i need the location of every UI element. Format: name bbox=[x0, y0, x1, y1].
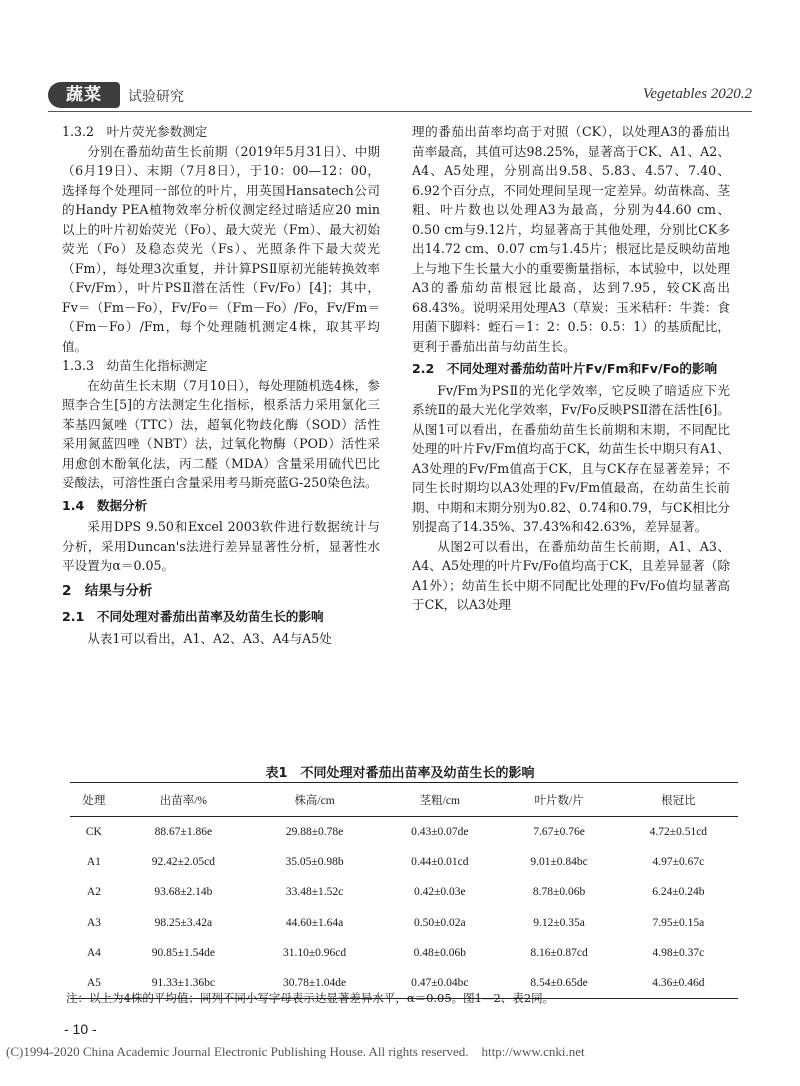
heading-2-2: 2.2 不同处理对番茄幼苗叶片Fv/Fm和Fv/Fo的影响 bbox=[412, 361, 718, 376]
heading-1-3-3: 1.3.3 幼苗生化指标测定 bbox=[62, 358, 208, 373]
table-row bbox=[70, 908, 738, 938]
table-cell: 9.01±0.84bc bbox=[530, 856, 588, 869]
table-title: 表1 不同处理对番茄出苗率及幼苗生长的影响 bbox=[265, 766, 535, 781]
table-cell: A3 bbox=[86, 916, 101, 929]
table-cell: A1 bbox=[86, 856, 101, 869]
right-column bbox=[412, 122, 730, 615]
table-cell: 7.67±0.76e bbox=[533, 825, 585, 838]
table-cell: 44.60±1.64a bbox=[285, 916, 344, 929]
table-cell: 92.42±2.05cd bbox=[151, 856, 215, 869]
journal-logo: 蔬菜 bbox=[48, 82, 120, 108]
heading-1-4: 1.4 数据分析 bbox=[62, 497, 148, 513]
table-cell: 30.78±1.04de bbox=[282, 977, 347, 990]
table-cell: 0.47±0.04bc bbox=[411, 977, 469, 990]
column-header: 根冠比 bbox=[661, 794, 696, 807]
column-header: 茎粗/cm bbox=[419, 794, 460, 807]
table-cell: 0.48±0.06b bbox=[413, 947, 466, 960]
heading-1-3-2: 1.3.2 叶片荧光参数测定 bbox=[62, 124, 208, 139]
paragraph: 在幼苗生长末期（7月10日），每处理随机选4株，参照李合生[5]的方法测定生化指标，根系活力采用氯化三苯基四氮唑（TTC）法，超氧化物歧化酶（SOD）活性采用氮蓝四唑（NBT）法，过氧化物酶（POD）活性采用愈创木酚氧化法，丙二醛（MDA）含量采用硫代巴比妥酸法，可溶性蛋白含量采用考马斯亮蓝G-250染色法。 bbox=[62, 377, 380, 490]
page-header bbox=[48, 80, 752, 112]
table-cell: 0.44±0.01cd bbox=[411, 856, 469, 869]
table-cell: 90.85±1.54de bbox=[151, 947, 215, 960]
table-cell: 4.36±0.46d bbox=[652, 977, 705, 990]
column-header: 株高/cm bbox=[294, 794, 335, 807]
table-cell: 4.97±0.67c bbox=[652, 856, 705, 869]
results-table bbox=[70, 782, 738, 999]
table-cell: 33.48±1.52c bbox=[285, 886, 344, 899]
table-row bbox=[70, 877, 738, 907]
table-cell: 98.25±3.42a bbox=[154, 916, 213, 929]
table-cell: 31.10±0.96cd bbox=[282, 947, 347, 960]
table-cell: A5 bbox=[86, 977, 101, 990]
header-rule bbox=[48, 111, 752, 112]
column-header: 处理 bbox=[82, 794, 106, 807]
table-cell: 91.33±1.36bc bbox=[151, 977, 215, 990]
table-row bbox=[70, 817, 738, 847]
table-cell: 88.67±1.86e bbox=[154, 825, 213, 838]
page-number: - 10 - bbox=[64, 1021, 97, 1037]
paragraph: 从图2可以看出，在番茄幼苗生长前期，A1、A3、A4、A5处理的叶片Fv/Fo值均高于CK，且差异显著（除A1外）；幼苗生长中期不同配比处理的Fv/Fo值均显著高于CK，以A3处理 bbox=[412, 538, 730, 612]
table-cell: 8.16±0.87cd bbox=[530, 947, 588, 960]
table-cell: 0.42±0.03e bbox=[413, 886, 466, 899]
table-cell: 93.68±2.14b bbox=[154, 886, 213, 899]
table-cell: 8.54±0.65de bbox=[530, 977, 588, 990]
table-cell: 35.05±0.98b bbox=[285, 856, 344, 869]
table-cell: 0.43±0.07de bbox=[411, 825, 469, 838]
section-label: 试验研究 bbox=[128, 89, 184, 105]
paragraph: 从表1可以看出，A1、A2、A3、A4与A5处 bbox=[87, 630, 332, 646]
table-cell: 6.24±0.24b bbox=[652, 886, 705, 899]
table-row bbox=[70, 938, 738, 968]
table-cell: 8.78±0.06b bbox=[532, 886, 586, 899]
table-cell: 4.98±0.37c bbox=[652, 947, 705, 960]
table-cell: 0.50±0.02a bbox=[413, 916, 466, 929]
table-header-row bbox=[70, 783, 738, 817]
table-note: 注：以上为4株的平均值；同列不同小写字母表示达显著差异水平，α＝0.05。图1—2、表2同。 bbox=[66, 991, 555, 1005]
table-cell: 9.12±0.35a bbox=[533, 916, 585, 929]
table-cell: A2 bbox=[86, 886, 101, 899]
table-cell: 4.72±0.51cd bbox=[649, 825, 708, 838]
journal-issue: Vegetables 2020.2 bbox=[642, 86, 752, 102]
table-cell: 7.95±0.15a bbox=[652, 916, 705, 929]
column-header: 出苗率/% bbox=[159, 794, 207, 807]
heading-2-1: 2.1 不同处理对番茄出苗率及幼苗生长的影响 bbox=[62, 609, 324, 624]
table-cell: CK bbox=[85, 825, 102, 838]
column-header: 叶片数/片 bbox=[534, 794, 584, 807]
table-cell: 29.88±0.78e bbox=[285, 825, 344, 838]
paragraph: 理的番茄出苗率均高于对照（CK），以处理A3的番茄出苗率最高，其值可达98.25%，显著高于CK、A1、A2、A4、A5处理，分别高出9.58、5.83、4.57、7.40、6.92个百分点，不同处理间呈现一定差异。幼苗株高、茎粗、叶片数也以处理A3为最高，分别为44.60 cm、0.50 cm与9.12片，均显著高于其他处理，分别比CK多出14.72 cm、0.07 cm与1.45片；根冠比是反映幼苗地上与地下生长量大小的重要衡量指标，本试验中，以处理A3的番茄幼苗根冠比最高，达到7.95，较CK高出68.43%。说明采用处理A3（草炭：玉米秸秆：牛粪：食用菌下脚料：蛭石＝1：2：0.5：0.5：1）的基质配比，更利于番茄出苗与幼苗生长。 bbox=[412, 124, 730, 354]
paragraph: Fv/Fm为PSⅡ的光化学效率，它反映了暗适应下光系统Ⅱ的最大光化学效率，Fv/Fo反映PSⅡ潜在活性[6]。从图1可以看出，在番茄幼苗生长前期和末期，不同配比处理的叶片Fv/Fm值均高于CK，幼苗生长中期只有A1、A3处理的Fv/Fm值高于CK，且与CK存在显著差异；不同生长时期均以A3处理的Fv/Fm值最高，在幼苗生长前期、中期和末期分别为0.82、0.74和0.79，与CK相比分别提高了14.35%、37.43%和42.63%，差异显著。 bbox=[412, 382, 730, 534]
paragraph: 分别在番茄幼苗生长前期（2019年5月31日）、中期（6月19日）、末期（7月8日），于10：00—12：00，选择每个处理同一部位的叶片，用英国Hansatech公司的Handy PEA植物效率分析仪测定经过暗适应20 min以上的叶片初始荧光（Fo）、最大荧光（Fm）、最大初始荧光（Fo）及稳态荧光（Fs）、光照条件下最大荧光（Fm），每处理3次重复，并计算PSⅡ原初光能转换效率（Fv/Fm），叶片PSⅡ潜在活性（Fv/Fo）[4]；其中，Fv＝（Fm－Fo），Fv/Fo＝（Fm－Fo）/Fo，Fv/Fm＝（Fm－Fo）/Fm，每个处理随机测定4株，取其平均值。 bbox=[62, 143, 380, 354]
heading-2: 2 结果与分析 bbox=[62, 582, 153, 599]
left-column bbox=[62, 122, 380, 648]
copyright-footer: (C)1994-2020 China Academic Journal Electronic Publishing House. All rights reserved. http://www.cnki.net bbox=[6, 1044, 585, 1059]
paragraph: 采用DPS 9.50和Excel 2003软件进行数据统计与分析，采用Duncan's法进行差异显著性分析，显著性水平设置为α＝0.05。 bbox=[62, 519, 380, 573]
table-row bbox=[70, 847, 738, 877]
table-cell: A4 bbox=[86, 947, 101, 960]
